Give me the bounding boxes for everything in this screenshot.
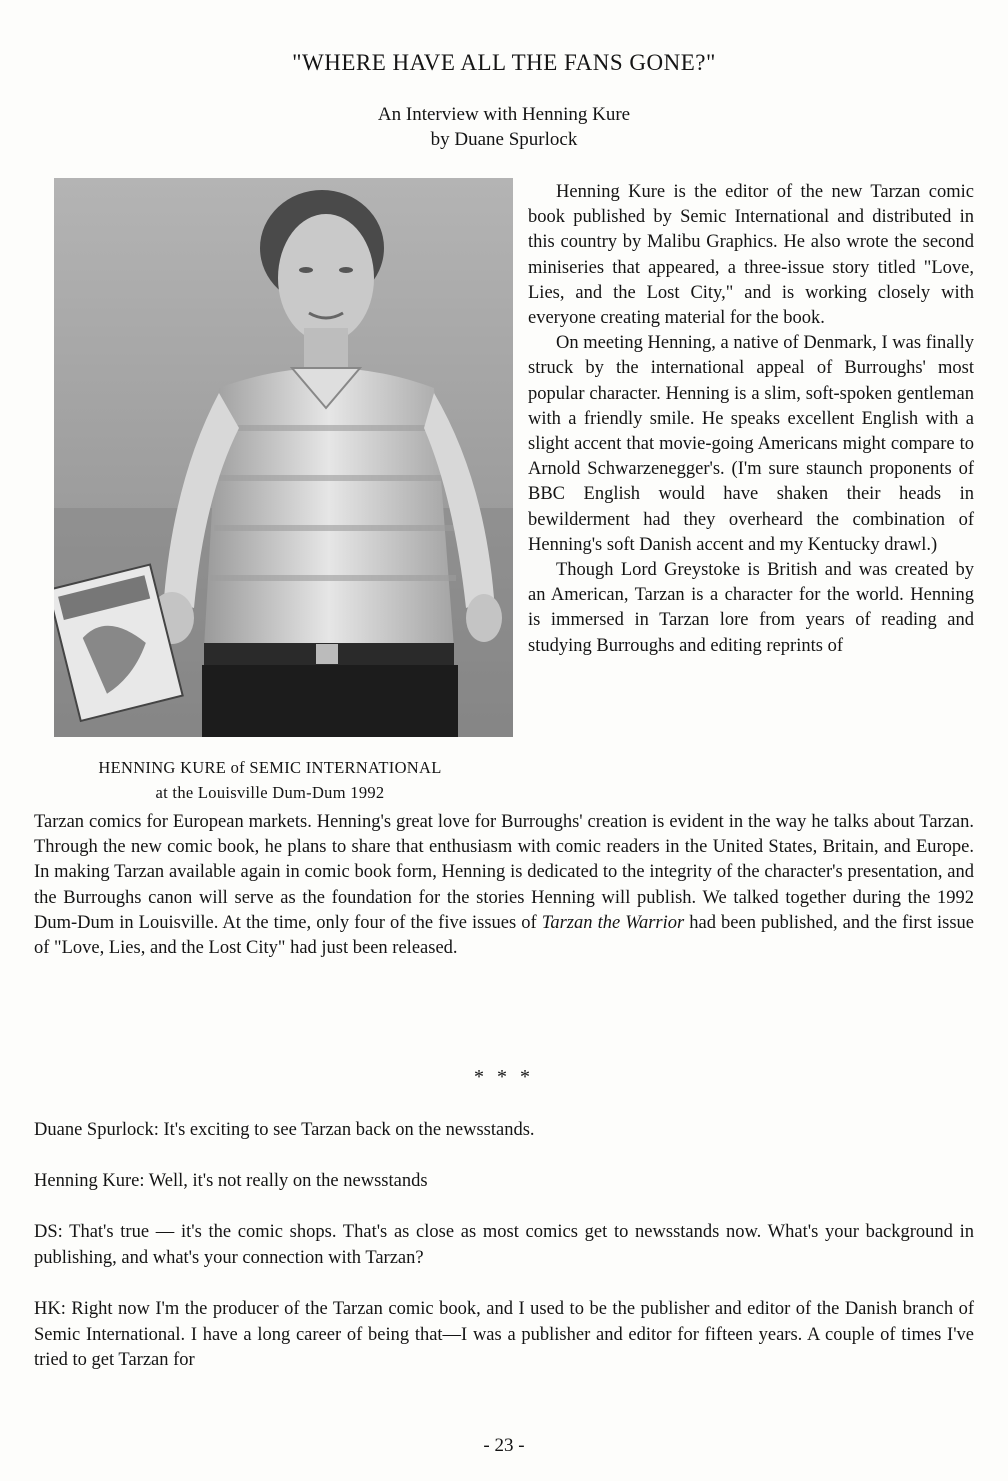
continuation-paragraph <box>34 810 974 961</box>
intro-column <box>528 180 974 659</box>
article-title: "WHERE HAVE ALL THE FANS GONE?" <box>292 50 716 75</box>
intro-paragraph-3: Though Lord Greystoke is British and was created by an American, Tarzan is a character for the world. Henning is immersed in Tarzan lore from years of reading and studying Burroughs and editing reprints of <box>528 560 974 656</box>
caption-line-1: HENNING KURE of SEMIC INTERNATIONAL <box>98 758 442 777</box>
intro-paragraph-1: Henning Kure is the editor of the new Tarzan comic book published by Semic International and distributed in this country by Malibu Graphics. He also wrote the second miniseries that appeared, a three-issue story titled "Love, Lies, and the Lost City," and is working closely with everyone creating material for the book. <box>528 182 974 329</box>
portrait-illustration <box>54 178 513 737</box>
continuation-text-a: Tarzan comics for European markets. Henning's great love for Burroughs' creation is evident in the way he talks about Tarzan. Through the new comic book, he plans to share that enthusiasm with comic readers in the United States, Britain, and Europe. In making Tarzan available again in comic book form, Henning is dedicated to the integrity of the character's presentation, and the Burroughs canon will serve as the foundation for the stories Henning will publish. We talked together during the 1992 Dum-Dum in Louisville. At the time, only four of the five issues of <box>34 812 974 933</box>
subtitle-interview: An Interview with Henning Kure <box>377 104 631 125</box>
subtitle-byline: by Duane Spurlock <box>430 129 578 150</box>
section-separator: * * * <box>474 1066 534 1088</box>
caption-line-2: at the Louisville Dum-Dum 1992 <box>155 783 385 802</box>
qa-text: Duane Spurlock: It's exciting to see Tarzan back on the newsstands. <box>34 1120 535 1140</box>
intro-paragraph-2: On meeting Henning, a native of Denmark, I was finally struck by the international appeal of Burroughs' most popular character. Henning is a slim, soft-spoken gentleman with a friendly smile. He speaks excellent English with a slight accent that movie-going Americans might compare to Arnold Schwarzenegger's. (I'm sure staunch proponents of BBC English would have shaken their heads in bewilderment had they overheard the combination of Henning's soft Danish accent and my Kentucky drawl.) <box>528 333 974 555</box>
continuation-text-b: had been published, and the first issue of "Love, Lies, and the Lost City" had just been released. <box>34 912 974 959</box>
page-number: - 23 - <box>483 1435 525 1456</box>
qa-text: Henning Kure: Well, it's not really on the newsstands <box>34 1171 428 1191</box>
intro-continuation <box>34 810 974 961</box>
qa-line-2 <box>34 1169 974 1195</box>
article-subtitle <box>0 102 1008 152</box>
qa-text: HK: Right now I'm the producer of the Tarzan comic book, and I used to be the publisher and editor of the Danish branch of Semic International. I have a long career of being that—I was a publisher and editor for fifteen years. A couple of times I've tried to get Tarzan for <box>34 1299 974 1370</box>
qa-line-4 <box>34 1297 974 1374</box>
qa-text: DS: That's true — it's the comic shops. That's as close as most comics get to newsstands now. What's your background in publishing, and what's your connection with Tarzan? <box>34 1222 974 1268</box>
portrait-photo <box>54 178 513 737</box>
qa-line-1 <box>34 1118 974 1144</box>
comic-title-italic: Tarzan the Warrior <box>541 912 685 933</box>
qa-line-3 <box>34 1220 974 1271</box>
photo-caption <box>30 755 510 805</box>
